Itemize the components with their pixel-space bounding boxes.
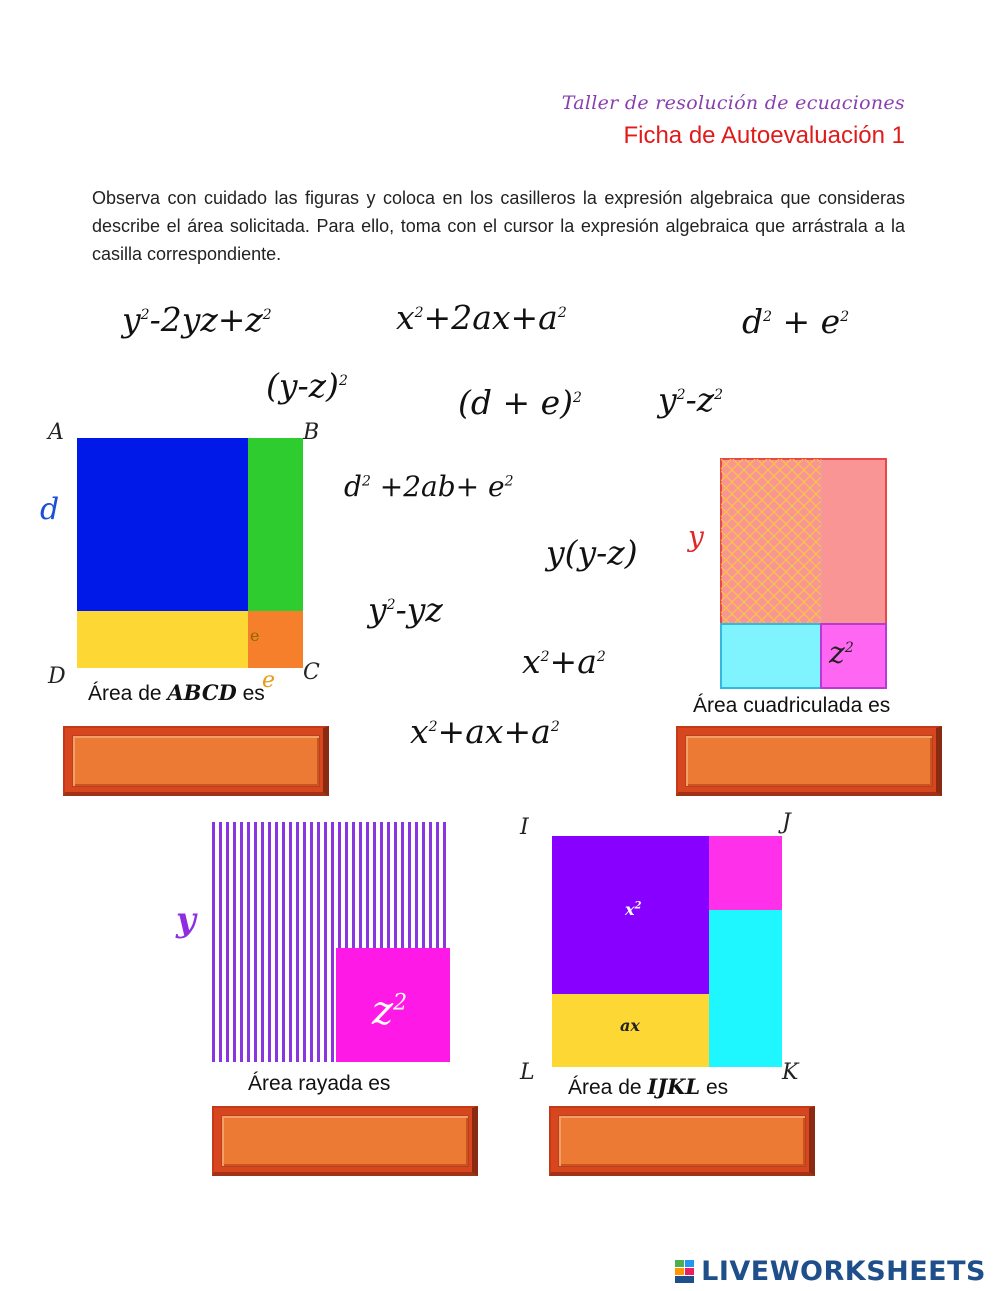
answer-box-rayada[interactable]	[212, 1106, 478, 1176]
bottom-label-e: e	[262, 668, 276, 693]
draggable-expression[interactable]: $x^2+a^2$	[522, 642, 606, 681]
liveworksheets-logo	[675, 1256, 986, 1287]
answer-box-cuadriculada[interactable]	[676, 726, 942, 796]
worksheet-title: Ficha de Autoevaluación 1	[623, 122, 905, 149]
square-label-z2: $z^2$	[829, 636, 854, 671]
logo-text: LIVEWORKSHEETS	[701, 1256, 986, 1287]
corner-label-b: B	[303, 420, 320, 445]
small-label-e: e	[250, 626, 260, 645]
figure-cuadriculada	[720, 458, 888, 690]
corner-label-a: A	[48, 420, 64, 445]
answer-box-ijkl[interactable]	[549, 1106, 815, 1176]
rect-bottom	[77, 611, 248, 668]
corner-label-l: L	[520, 1060, 535, 1085]
corner-label-d: D	[48, 664, 66, 689]
draggable-expression[interactable]: y(y-z)	[546, 533, 638, 572]
rect-ax-right	[709, 910, 782, 1067]
caption-ijkl: Área de IJKL es	[568, 1074, 729, 1099]
caption-cuadriculada: Área cuadriculada es	[693, 694, 891, 717]
draggable-expression[interactable]: $(d + e)^2$	[458, 383, 582, 422]
figure-rayada	[212, 822, 452, 1064]
logo-icon	[675, 1260, 695, 1284]
label-ax: ax	[620, 1016, 640, 1035]
corner-label-k: K	[782, 1060, 799, 1085]
corner-label-j: J	[782, 810, 791, 835]
instructions-text: Observa con cuidado las figuras y coloca en los casilleros la expresión algebraica que consideras describe el área solicitada. Para ello, toma con el cursor la expresión algebraica que arrástrala a la casilla correspondiente.	[92, 188, 905, 264]
hatched-region	[721, 459, 821, 624]
square-label-z2-rayada: $z^2$	[372, 988, 408, 1034]
side-label-y-rayada: y	[176, 900, 196, 940]
draggable-expression[interactable]: $x^2+ax+a^2$	[410, 712, 560, 751]
worksheet-subtitle: Taller de resolución de ecuaciones	[561, 92, 905, 114]
label-x2: $x^2$	[625, 900, 642, 919]
caption-rayada: Área rayada es	[248, 1072, 391, 1095]
draggable-expression[interactable]: $y^2-yz$	[368, 590, 443, 629]
square-a2	[709, 836, 782, 910]
draggable-expression[interactable]: $d^2 + e^2$	[742, 302, 850, 341]
side-label-y: y	[688, 520, 704, 553]
square-d	[77, 438, 248, 611]
answer-box-abcd[interactable]	[63, 726, 329, 796]
draggable-expression[interactable]: $d^2 +2ab+ e^2$	[344, 470, 514, 503]
rect-right	[248, 438, 303, 611]
draggable-expression[interactable]: $y^2-z^2$	[658, 380, 724, 419]
corner-label-i: I	[520, 815, 529, 840]
corner-label-c: C	[303, 660, 320, 685]
draggable-expression[interactable]: $(y-z)^2$	[266, 366, 348, 405]
draggable-expression[interactable]: $x^2+2ax+a^2$	[396, 298, 567, 337]
caption-abcd: Área de ABCD es	[88, 680, 265, 705]
draggable-expression[interactable]: $y^2-2yz+z^2$	[122, 300, 272, 339]
side-label-d: d	[40, 492, 60, 527]
